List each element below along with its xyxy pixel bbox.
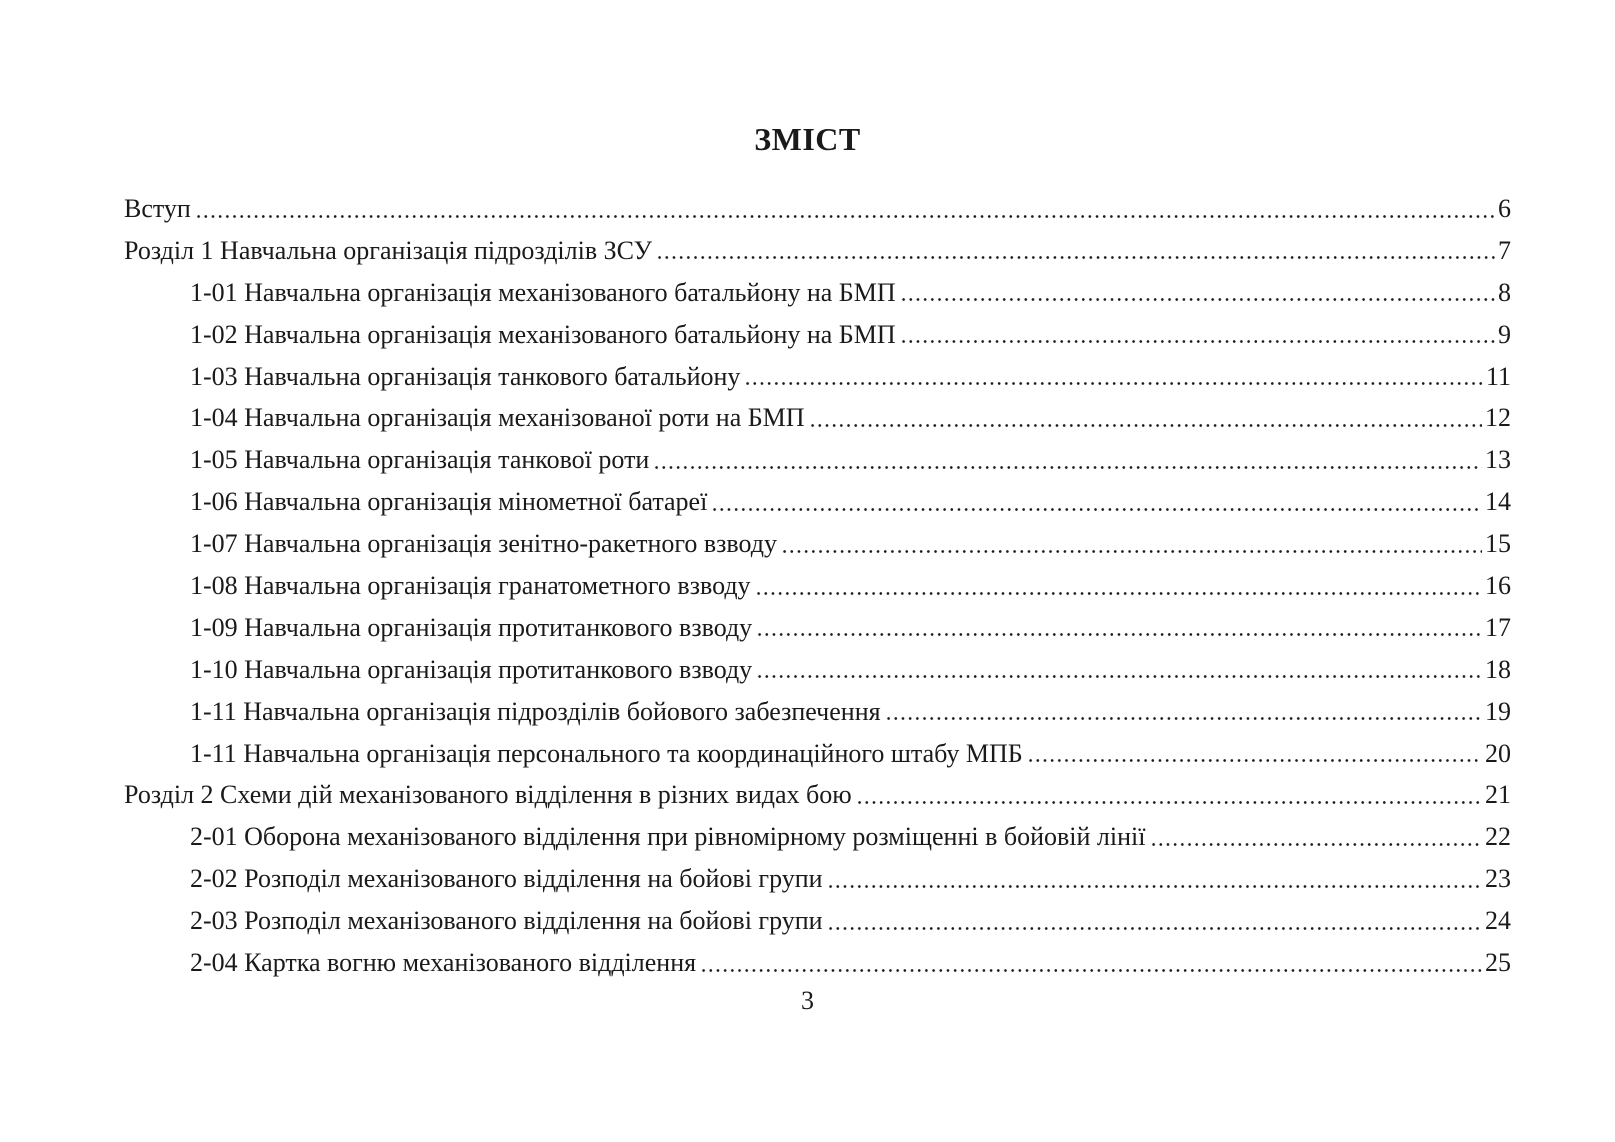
toc-entry	[124, 397, 1511, 439]
page-title: ЗМІСТ	[754, 121, 861, 157]
toc-entry	[124, 774, 1511, 816]
dot-leader	[195, 188, 1495, 230]
toc-entry-page-number: 12	[1485, 403, 1511, 433]
dot-leader	[1027, 733, 1482, 775]
toc-entry-label: 2-04 Картка вогню механізованого відділення	[190, 948, 697, 978]
toc-entry-label: 1-06 Навчальна організація мінометної батареї	[190, 487, 708, 517]
toc-entry-page-number: 21	[1485, 780, 1511, 810]
toc-entry-label: 2-02 Розподіл механізованого відділення на бойові групи	[190, 864, 823, 894]
toc-entry-page-number: 11	[1485, 361, 1511, 391]
toc-entry-label: 2-01 Оборона механізованого відділення при рівномірному розміщенні в бойовій лінії	[190, 822, 1146, 852]
toc-entry-label: 1-03 Навчальна організація танкового батальйону	[190, 361, 741, 391]
toc-entry-page-number: 6	[1498, 194, 1511, 223]
toc-entry	[124, 733, 1511, 775]
toc-entry-label: 1-11 Навчальна організація персонального та координаційного штабу МПБ	[190, 738, 1023, 768]
toc-entry-page-number: 20	[1485, 738, 1511, 768]
toc-entry	[124, 356, 1511, 398]
dot-leader	[900, 314, 1495, 356]
table-of-contents	[124, 188, 1511, 984]
page-folio-number: 3	[801, 986, 814, 1015]
toc-entry-label: 1-09 Навчальна організація протитанкового взводу	[190, 612, 753, 642]
toc-entry	[124, 523, 1511, 565]
dot-leader	[653, 439, 1482, 481]
dot-leader	[827, 858, 1482, 900]
toc-entry-label: 1-10 Навчальна організація протитанкового взводу	[190, 654, 753, 684]
dot-leader	[827, 900, 1482, 942]
toc-entry-page-number: 14	[1485, 487, 1511, 517]
toc-entry-page-number: 24	[1485, 906, 1511, 936]
dot-leader	[700, 942, 1482, 984]
toc-entry	[124, 900, 1511, 942]
toc-entry-page-number: 23	[1485, 864, 1511, 894]
toc-entry	[124, 607, 1511, 649]
toc-entry	[124, 314, 1511, 356]
toc-entry-label: Розділ 2 Схеми дій механізованого відділення в різних видах бою	[124, 780, 852, 810]
toc-entry-label: 1-11 Навчальна організація підрозділів бойового забезпечення	[190, 696, 881, 726]
toc-entry-page-number: 19	[1485, 696, 1511, 726]
toc-entry-label: 1-02 Навчальна організація механізованого батальйону на БМП	[190, 319, 896, 349]
dot-leader	[856, 774, 1482, 816]
dot-leader	[744, 356, 1483, 398]
toc-entry-page-number: 16	[1485, 571, 1511, 601]
toc-entry	[124, 858, 1511, 900]
toc-entry	[124, 230, 1511, 272]
toc-entry-page-number: 8	[1498, 277, 1511, 307]
toc-entry-page-number: 25	[1485, 948, 1511, 978]
toc-entry-label: Розділ 1 Навчальна організація підрозділів ЗСУ	[124, 235, 653, 265]
toc-entry	[124, 816, 1511, 858]
toc-entry-page-number: 15	[1485, 529, 1511, 559]
toc-entry-page-number: 13	[1485, 445, 1511, 475]
toc-entry	[124, 649, 1511, 691]
dot-leader	[781, 523, 1482, 565]
toc-entry-page-number: 9	[1498, 319, 1511, 349]
dot-leader	[756, 649, 1482, 691]
toc-entry-label: 1-05 Навчальна організація танкової роти	[190, 445, 650, 475]
toc-entry	[124, 439, 1511, 481]
toc-entry	[124, 481, 1511, 523]
dot-leader	[900, 272, 1495, 314]
toc-entry-page-number: 22	[1485, 822, 1511, 852]
toc-entry	[124, 272, 1511, 314]
dot-leader	[1150, 816, 1483, 858]
toc-entry-label: Вступ	[124, 194, 191, 223]
toc-entry-label: 1-01 Навчальна організація механізованого батальйону на БМП	[190, 277, 896, 307]
toc-entry-page-number: 7	[1498, 235, 1511, 265]
toc-entry	[124, 942, 1511, 984]
toc-entry	[124, 691, 1511, 733]
toc-entry-label: 1-04 Навчальна організація механізованої роти на БМП	[190, 403, 805, 433]
dot-leader	[711, 481, 1482, 523]
toc-entry-page-number: 18	[1485, 654, 1511, 684]
dot-leader	[755, 565, 1482, 607]
dot-leader	[756, 607, 1482, 649]
dot-leader	[885, 691, 1482, 733]
toc-entry-label: 1-07 Навчальна організація зенітно-ракетного взводу	[190, 529, 778, 559]
toc-entry	[124, 565, 1511, 607]
dot-leader	[656, 230, 1495, 272]
toc-entry-label: 2-03 Розподіл механізованого відділення на бойові групи	[190, 906, 823, 936]
toc-entry-page-number: 17	[1485, 612, 1511, 642]
toc-entry	[124, 188, 1511, 230]
dot-leader	[809, 397, 1482, 439]
toc-entry-label: 1-08 Навчальна організація гранатометного взводу	[190, 571, 751, 601]
